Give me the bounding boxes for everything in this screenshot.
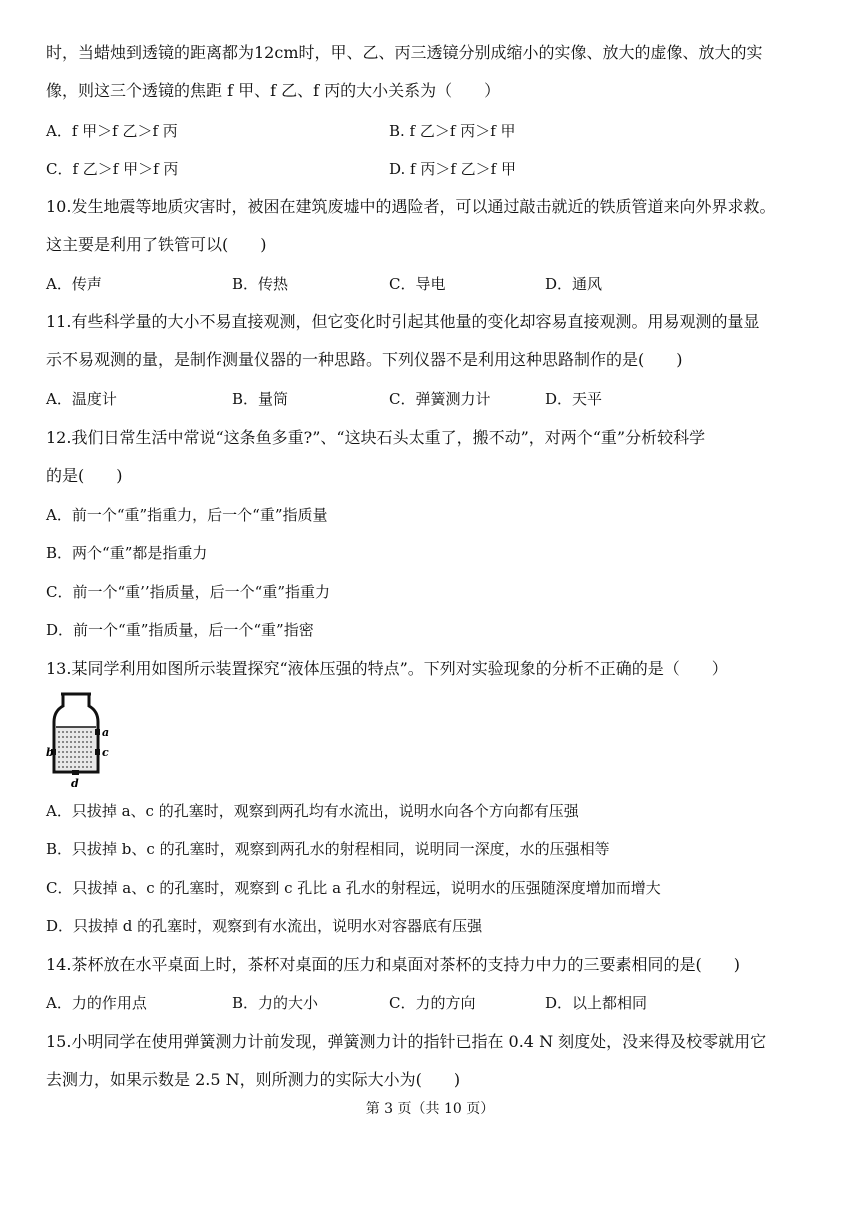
- water-body: [56, 727, 96, 770]
- label-c: c: [102, 746, 109, 759]
- water-container-figure: [46, 686, 116, 792]
- q9-option-d: D. f 丙＞f 乙＞f 甲: [389, 160, 516, 178]
- q13-line-1: 13.某同学利用如图所示装置探究“液体压强的特点”。下列对实验现象的分析不正确的是（ ）: [46, 659, 728, 678]
- q15-line-1: 15.小明同学在使用弹簧测力计前发现，弹簧测力计的指针已指在 0.4 N 刻度处，没来得及校零就用它: [46, 1032, 767, 1051]
- q14-line-1: 14.茶杯放在水平桌面上时，茶杯对桌面的压力和桌面对茶杯的支持力中力的三要素相同的是( ): [46, 955, 740, 974]
- q14-option-c: C．力的方向: [389, 994, 476, 1012]
- plug-c: [95, 749, 100, 755]
- q15-line-2: 去测力，如果示数是 2.5 N，则所测力的实际大小为( ): [46, 1070, 461, 1089]
- q12-option-d: D．前一个“重”指质量，后一个“重”指密: [46, 621, 314, 639]
- q11-line-2: 示不易观测的量，是制作测量仪器的一种思路。下列仪器不是利用这种思路制作的是( ): [46, 350, 683, 369]
- q11-option-b: B．量筒: [232, 390, 289, 408]
- q13-option-c: C．只拔掉 a、c 的孔塞时，观察到 c 孔比 a 孔水的射程远，说明水的压强随深度增加而增大: [46, 879, 661, 897]
- q10-option-a: A．传声: [46, 275, 102, 293]
- q12-option-c: C．前一个“重’’指质量，后一个“重”指重力: [46, 583, 331, 601]
- label-a: a: [102, 726, 110, 739]
- q12-option-a: A．前一个“重”指重力，后一个“重”指质量: [46, 506, 328, 524]
- q10-option-b: B．传热: [232, 275, 289, 293]
- q12-line-1: 12.我们日常生活中常说“这条鱼多重?”、“这块石头太重了，搬不动”，对两个“重”分析较科学: [46, 428, 706, 447]
- q12-line-2: 的是( ): [46, 466, 123, 485]
- q9-option-b: B. f 乙＞f 丙＞f 甲: [389, 122, 516, 140]
- q11-line-1: 11.有些科学量的大小不易直接观测，但它变化时引起其他量的变化却容易直接观测。用易观测的量显: [46, 312, 760, 331]
- q9-option-a: A．f 甲＞f 乙＞f 丙: [46, 122, 178, 140]
- q14-option-d: D．以上都相同: [545, 994, 648, 1012]
- page-footer: 第 3 页（共 10 页）: [365, 1101, 495, 1117]
- label-d: d: [71, 777, 79, 790]
- q13-option-b: B．只拔掉 b、c 的孔塞时，观察到两孔水的射程相同，说明同一深度，水的压强相等: [46, 840, 610, 858]
- plug-a: [95, 729, 100, 735]
- q11-option-a: A．温度计: [46, 390, 117, 408]
- q11-option-d: D．天平: [545, 390, 603, 408]
- label-b: b: [46, 746, 54, 759]
- plug-d: [72, 770, 79, 775]
- q9-line-1: 时，当蜡烛到透镜的距离都为12cm时，甲、乙、丙三透镜分别成缩小的实像、放大的虚像、放大的实: [46, 43, 763, 62]
- q10-line-2: 这主要是利用了铁管可以( ): [46, 235, 267, 254]
- q9-option-c: C．f 乙＞f 甲＞f 丙: [46, 160, 179, 178]
- q12-option-b: B．两个“重”都是指重力: [46, 544, 208, 562]
- q10-option-c: C．导电: [389, 275, 446, 293]
- q10-option-d: D．通风: [545, 275, 603, 293]
- q13-option-d: D．只拔掉 d 的孔塞时，观察到有水流出，说明水对容器底有压强: [46, 917, 483, 935]
- q10-line-1: 10.发生地震等地质灾害时，被困在建筑废墟中的遇险者，可以通过敲击就近的铁质管道来向外界求救。: [46, 197, 776, 216]
- q11-option-c: C．弹簧测力计: [389, 390, 491, 408]
- q14-option-a: A．力的作用点: [46, 994, 147, 1012]
- q9-line-2: 像，则这三个透镜的焦距 f 甲、f 乙、f 丙的大小关系为（ ）: [46, 81, 501, 100]
- q14-option-b: B．力的大小: [232, 994, 319, 1012]
- q13-option-a: A．只拔掉 a、c 的孔塞时，观察到两孔均有水流出，说明水向各个方向都有压强: [46, 802, 579, 820]
